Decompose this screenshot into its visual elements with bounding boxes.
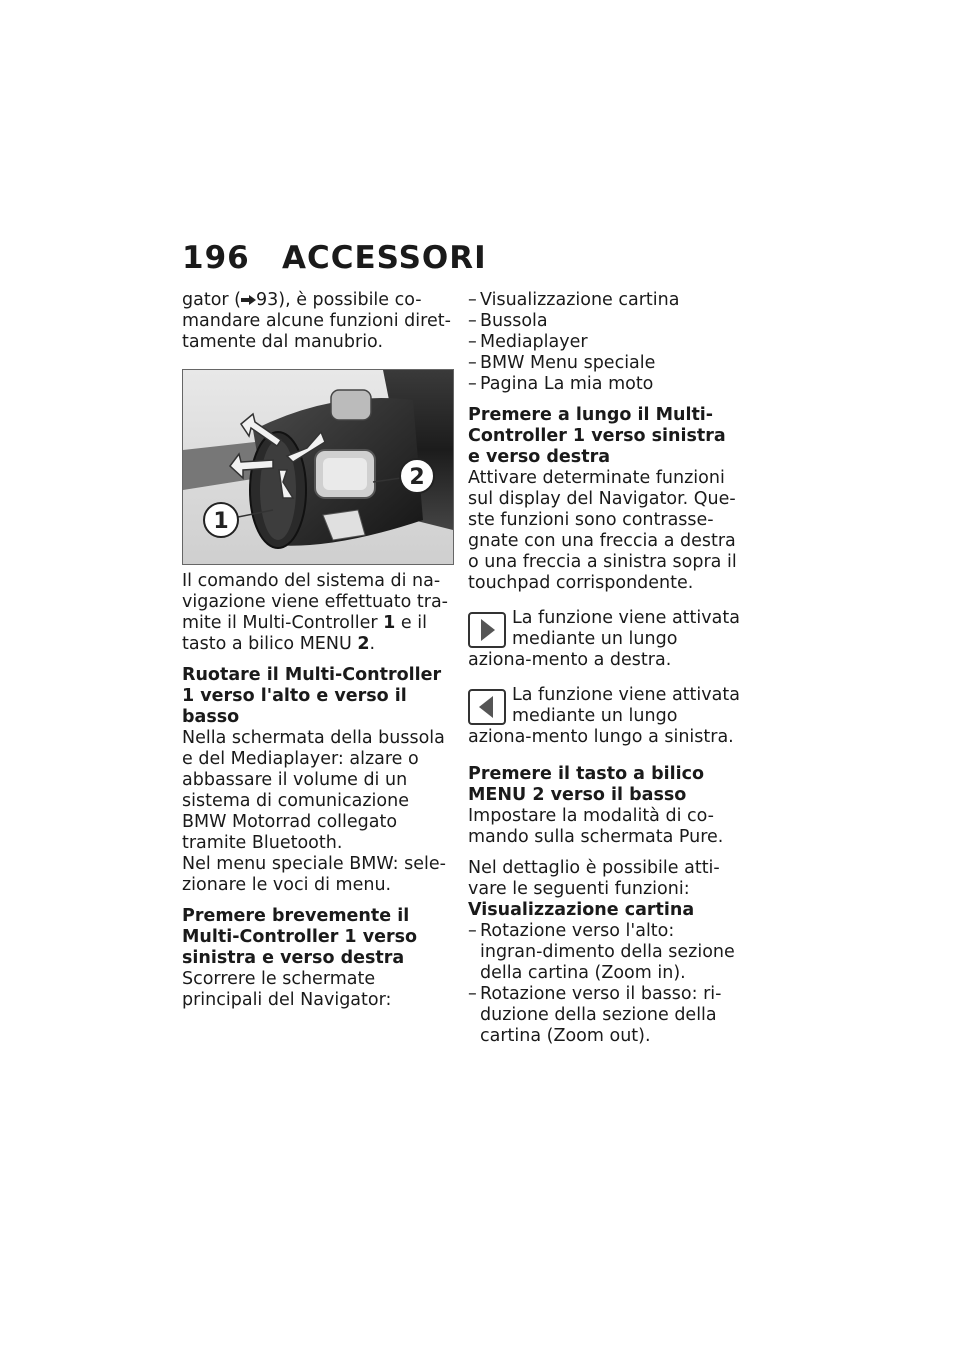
- paragraph-press-short: Scorrere le schermate principali del Navigator:: [182, 969, 392, 1010]
- section-title: ACCESSORI: [282, 240, 487, 276]
- paragraph-rotate-menu: Nel menu speciale BMW: sele-zionare le voci di menu.: [182, 854, 446, 895]
- list-item: – Rotazione verso il basso: ri-duzione della sezione della cartina (Zoom out).: [468, 984, 740, 1047]
- right-column: [468, 290, 740, 1047]
- heading-map-view: Visualizzazione cartina: [468, 900, 695, 920]
- list-item: – Visualizzazione cartina: [468, 290, 740, 311]
- page-reference-arrow-icon: [241, 295, 256, 305]
- handlebar-illustration: [183, 370, 453, 564]
- navigator-screens-list: [468, 290, 740, 395]
- figure-label-1: 1: [213, 509, 229, 534]
- map-view-functions-list: [468, 921, 740, 1047]
- note-right-text: La funzione viene attivata mediante un lungo aziona-mento a destra.: [468, 608, 740, 670]
- figure-caption: Il comando del sistema di na-vigazione viene effettuato tra-mite il Multi-Controller 1 e il tasto a bilico MENU 2.: [182, 571, 448, 654]
- list-item: – Pagina La mia moto: [468, 374, 740, 395]
- note-right-arrow: [468, 608, 740, 671]
- page-header: [182, 240, 487, 284]
- list-item: – Mediaplayer: [468, 332, 740, 353]
- list-item: – Rotazione verso l'alto: ingran-dimento della sezione della cartina (Zoom in).: [468, 921, 740, 984]
- list-item: – Bussola: [468, 311, 740, 332]
- heading-menu-down: Premere il tasto a bilico MENU 2 verso il basso: [468, 764, 705, 805]
- list-item: – BMW Menu speciale: [468, 353, 740, 374]
- paragraph-menu-down: Impostare la modalità di co-mando sulla schermata Pure.: [468, 806, 724, 847]
- intro-paragraph: gator ( 93), è possibile co-mandare alcune funzioni diret-tamente dal manubrio.: [182, 290, 451, 352]
- heading-rotate: Ruotare il Multi-Controller 1 verso l'alto e verso il basso: [182, 665, 442, 727]
- page-number: 196: [182, 240, 250, 276]
- heading-press-short: Premere brevemente il Multi-Controller 1 verso sinistra e verso destra: [182, 906, 418, 968]
- multi-controller-figure: [182, 369, 454, 565]
- figure-label-2: 2: [409, 465, 425, 490]
- heading-press-long: Premere a lungo il Multi-Controller 1 verso sinistra e verso destra: [468, 405, 726, 467]
- note-left-arrow: [468, 685, 740, 748]
- paragraph-press-long: Attivare determinate funzioni sul display del Navigator. Que-ste funzioni sono contrasse-gnate con una freccia a destra o una freccia a sinistra sopra il touchpad corrispondente.: [468, 468, 737, 593]
- left-column: [182, 290, 454, 1011]
- left-arrow-icon: [468, 689, 506, 725]
- paragraph-details: Nel dettaglio è possibile atti-vare le seguenti funzioni:: [468, 858, 720, 899]
- note-left-text: La funzione viene attivata mediante un lungo aziona-mento lungo a sinistra.: [468, 685, 740, 747]
- paragraph-rotate-compass: Nella schermata della bussola e del Mediaplayer: alzare o abbassare il volume di un sistema di comunicazione BMW Motorrad collegato tramite Bluetooth.: [182, 728, 445, 853]
- right-arrow-icon: [468, 612, 506, 648]
